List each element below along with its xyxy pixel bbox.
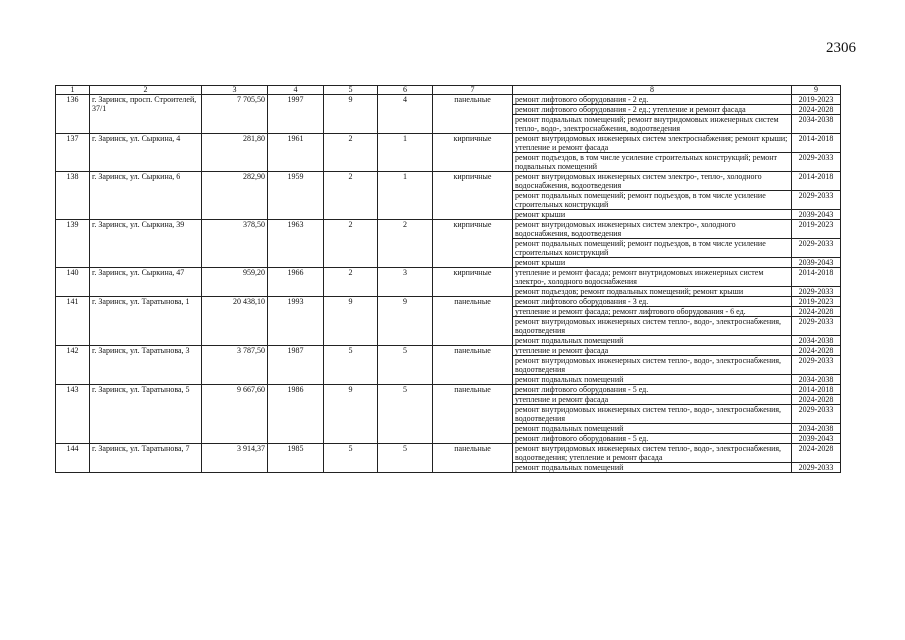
address-cell: г. Заринск, просп. Строителей, 37/1 [90,95,202,134]
year-cell: 1961 [268,134,324,172]
wall-material-cell: кирпичные [433,172,513,220]
column-header: 7 [433,86,513,95]
floors-cell: 9 [324,385,378,444]
year-cell: 1997 [268,95,324,134]
column-header: 2 [90,86,202,95]
address-cell: г. Заринск, ул. Сыркина, 39 [90,220,202,268]
work-type-cell: ремонт подвальных помещений [513,375,792,385]
work-period-cell: 2029-2033 [792,463,841,473]
row-number-cell: 137 [56,134,90,172]
work-type-cell: ремонт подвальных помещений; ремонт внутридомовых инженерных систем тепло-, водо-, электроснабжения, водоотведения [513,115,792,134]
area-cell: 20 438,10 [202,297,268,346]
work-period-cell: 2029-2033 [792,405,841,424]
address-cell: г. Заринск, ул. Сыркина, 47 [90,268,202,297]
work-type-cell: ремонт крыши [513,210,792,220]
work-type-cell: ремонт крыши [513,258,792,268]
work-period-cell: 2034-2038 [792,336,841,346]
work-type-cell: ремонт подвальных помещений [513,336,792,346]
work-period-cell: 2019-2023 [792,220,841,239]
entrances-cell: 3 [378,268,433,297]
entrances-cell: 5 [378,444,433,473]
work-type-cell: утепление и ремонт фасада; ремонт лифтового оборудования - 6 ед. [513,307,792,317]
table-header-row [56,86,841,95]
work-type-cell: ремонт лифтового оборудования - 3 ед. [513,297,792,307]
work-period-cell: 2024-2028 [792,105,841,115]
table-row [56,385,841,395]
work-type-cell: ремонт внутридомовых инженерных систем электроснабжения; ремонт крыши; утепление и ремонт фасада [513,134,792,153]
work-type-cell: ремонт внутридомовых инженерных систем тепло-, водо-, электроснабжения, водоотведения [513,405,792,424]
year-cell: 1987 [268,346,324,385]
work-type-cell: ремонт подъездов, в том числе усиление строительных конструкций; ремонт подвальных помещений [513,153,792,172]
column-header: 3 [202,86,268,95]
entrances-cell: 1 [378,134,433,172]
address-cell: г. Заринск, ул. Сыркина, 4 [90,134,202,172]
entrances-cell: 1 [378,172,433,220]
row-number-cell: 136 [56,95,90,134]
work-period-cell: 2029-2033 [792,356,841,375]
work-type-cell: ремонт лифтового оборудования - 5 ед. [513,385,792,395]
work-period-cell: 2014-2018 [792,385,841,395]
column-header: 1 [56,86,90,95]
wall-material-cell: панельные [433,444,513,473]
year-cell: 1986 [268,385,324,444]
wall-material-cell: панельные [433,297,513,346]
row-number-cell: 143 [56,385,90,444]
row-number-cell: 141 [56,297,90,346]
table-row [56,134,841,153]
area-cell: 959,20 [202,268,268,297]
floors-cell: 2 [324,268,378,297]
work-period-cell: 2014-2018 [792,134,841,153]
entrances-cell: 2 [378,220,433,268]
floors-cell: 2 [324,220,378,268]
table-row [56,220,841,239]
work-period-cell: 2024-2028 [792,395,841,405]
address-cell: г. Заринск, ул. Сыркина, 6 [90,172,202,220]
wall-material-cell: панельные [433,346,513,385]
column-header: 5 [324,86,378,95]
page-number: 2306 [826,40,856,56]
work-type-cell: утепление и ремонт фасада [513,346,792,356]
work-period-cell: 2029-2033 [792,191,841,210]
work-period-cell: 2034-2038 [792,115,841,134]
area-cell: 3 787,50 [202,346,268,385]
address-cell: г. Заринск, ул. Таратынова, 3 [90,346,202,385]
area-cell: 7 705,50 [202,95,268,134]
column-header: 4 [268,86,324,95]
address-cell: г. Заринск, ул. Таратынова, 7 [90,444,202,473]
wall-material-cell: панельные [433,385,513,444]
table-row [56,444,841,463]
year-cell: 1966 [268,268,324,297]
work-type-cell: ремонт лифтового оборудования - 5 ед. [513,434,792,444]
row-number-cell: 142 [56,346,90,385]
work-period-cell: 2029-2033 [792,287,841,297]
work-period-cell: 2034-2038 [792,424,841,434]
work-type-cell: ремонт внутридомовых инженерных систем тепло-, водо-, электроснабжения, водоотведения [513,356,792,375]
table-row [56,95,841,105]
entrances-cell: 5 [378,385,433,444]
work-period-cell: 2019-2023 [792,297,841,307]
work-period-cell: 2014-2018 [792,172,841,191]
work-period-cell: 2029-2033 [792,317,841,336]
work-period-cell: 2014-2018 [792,268,841,287]
work-type-cell: утепление и ремонт фасада [513,395,792,405]
year-cell: 1993 [268,297,324,346]
area-cell: 282,90 [202,172,268,220]
area-cell: 9 667,60 [202,385,268,444]
table-row [56,172,841,191]
wall-material-cell: кирпичные [433,134,513,172]
work-type-cell: ремонт лифтового оборудования - 2 ед.; утепление и ремонт фасада [513,105,792,115]
work-period-cell: 2019-2023 [792,95,841,105]
work-period-cell: 2034-2038 [792,375,841,385]
address-cell: г. Заринск, ул. Таратынова, 1 [90,297,202,346]
work-period-cell: 2029-2033 [792,239,841,258]
row-number-cell: 140 [56,268,90,297]
entrances-cell: 5 [378,346,433,385]
wall-material-cell: кирпичные [433,268,513,297]
wall-material-cell: панельные [433,95,513,134]
work-period-cell: 2024-2028 [792,346,841,356]
area-cell: 3 914,37 [202,444,268,473]
column-header: 6 [378,86,433,95]
work-type-cell: ремонт подвальных помещений; ремонт подъездов, в том числе усиление строительных конструкций [513,239,792,258]
table-body [56,95,841,473]
work-type-cell: ремонт подвальных помещений [513,424,792,434]
work-type-cell: ремонт подвальных помещений [513,463,792,473]
table-row [56,268,841,287]
floors-cell: 9 [324,95,378,134]
repair-schedule-table [55,85,841,473]
area-cell: 378,50 [202,220,268,268]
work-type-cell: ремонт внутридомовых инженерных систем тепло-, водо-, электроснабжения, водоотведения [513,317,792,336]
entrances-cell: 9 [378,297,433,346]
work-type-cell: ремонт подвальных помещений; ремонт подъездов, в том числе усиление строительных конструкций [513,191,792,210]
work-type-cell: ремонт внутридомовых инженерных систем тепло-, водо-, электроснабжения, водоотведения; утепление и ремонт фасада [513,444,792,463]
work-period-cell: 2029-2033 [792,153,841,172]
entrances-cell: 4 [378,95,433,134]
work-period-cell: 2024-2028 [792,307,841,317]
row-number-cell: 139 [56,220,90,268]
column-header: 8 [513,86,792,95]
floors-cell: 5 [324,346,378,385]
work-type-cell: ремонт внутридомовых инженерных систем электро-, тепло-, холодного водоснабжения, водоотведения [513,172,792,191]
area-cell: 281,80 [202,134,268,172]
work-period-cell: 2039-2043 [792,258,841,268]
work-type-cell: ремонт внутридомовых инженерных систем электро-, холодного водоснабжения, водоотведения [513,220,792,239]
work-type-cell: ремонт лифтового оборудования - 2 ед. [513,95,792,105]
floors-cell: 2 [324,134,378,172]
year-cell: 1959 [268,172,324,220]
floors-cell: 5 [324,444,378,473]
year-cell: 1985 [268,444,324,473]
floors-cell: 2 [324,172,378,220]
wall-material-cell: кирпичные [433,220,513,268]
work-type-cell: утепление и ремонт фасада; ремонт внутридомовых инженерных систем электро-, холодного водоснабжения [513,268,792,287]
column-header: 9 [792,86,841,95]
table-row [56,346,841,356]
row-number-cell: 144 [56,444,90,473]
row-number-cell: 138 [56,172,90,220]
floors-cell: 9 [324,297,378,346]
work-type-cell: ремонт подъездов; ремонт подвальных помещений; ремонт крыши [513,287,792,297]
work-period-cell: 2039-2043 [792,210,841,220]
work-period-cell: 2024-2028 [792,444,841,463]
address-cell: г. Заринск, ул. Таратынова, 5 [90,385,202,444]
work-period-cell: 2039-2043 [792,434,841,444]
year-cell: 1963 [268,220,324,268]
table-row [56,297,841,307]
